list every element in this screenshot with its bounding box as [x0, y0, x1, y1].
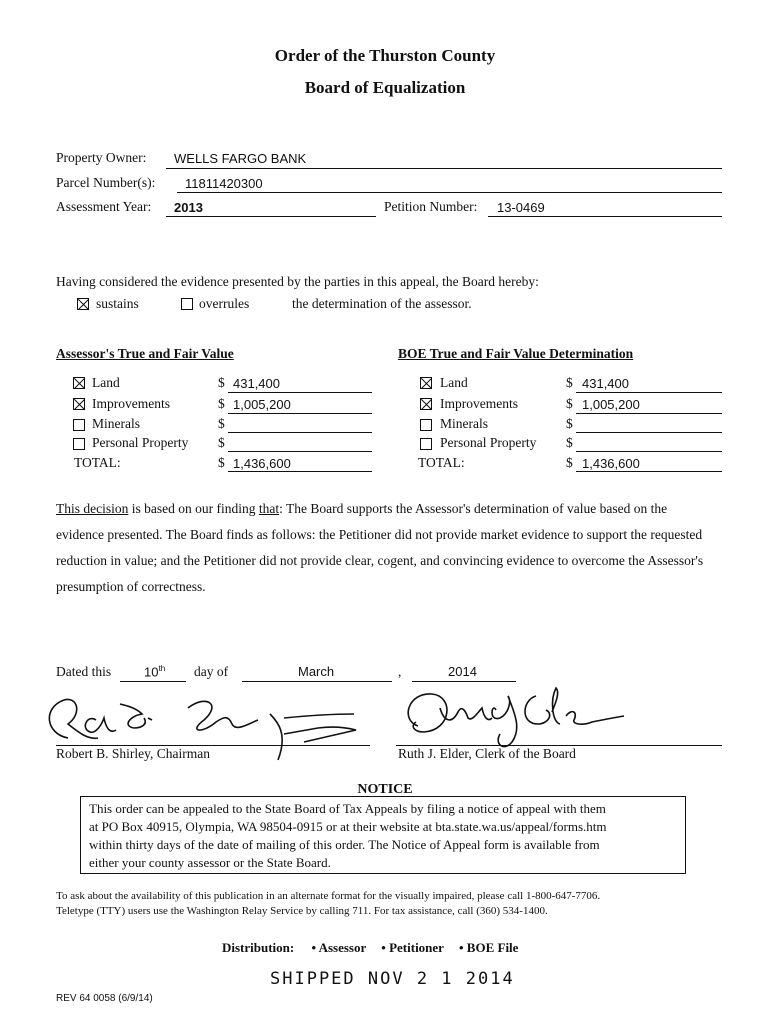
finding-body: : The Board supports the Assessor's determination of value based on the evidence presented. The Board finds as follows: the Petitioner did not provide market evidence to support the requested reduction in value; and the Petitioner did not provide clear, cogent, and convincing evidence to overcome the Assessor's presumption of correctness. — [56, 501, 704, 594]
dated-day-of: day of — [194, 664, 229, 679]
overrules-label: overrules — [199, 296, 250, 311]
assessor-improvements-label: Improvements — [92, 396, 170, 411]
boe-land-value: 431,400 — [582, 376, 629, 391]
bullet-icon: • — [458, 940, 464, 955]
boe-minerals-checkbox[interactable] — [420, 419, 432, 431]
assessor-minerals-currency: $ — [218, 416, 225, 431]
assessor-heading: Assessor's True and Fair Value — [56, 346, 234, 361]
page-title-line1: Order of the Thurston County — [274, 46, 496, 65]
boe-land-label: Land — [440, 375, 468, 390]
assessor-total-currency: $ — [218, 455, 225, 470]
assessor-personal-currency: $ — [218, 435, 225, 450]
distribution-label: Distribution: — [222, 940, 295, 955]
assessor-land-value: 431,400 — [233, 376, 280, 391]
assessor-total-label: TOTAL: — [74, 455, 121, 470]
dated-day — [144, 664, 165, 679]
notice-line-4: either your county assessor or the State Board. — [89, 855, 331, 870]
dated-comma: , — [398, 664, 402, 679]
boe-total-currency: $ — [566, 455, 573, 470]
year-label: Assessment Year: — [56, 199, 152, 214]
assessor-improvements-currency: $ — [218, 396, 225, 411]
boe-improvements-label: Improvements — [440, 396, 518, 411]
boe-minerals-line — [576, 432, 722, 433]
parcel-value: 11811420300 — [185, 176, 263, 191]
distribution-item-assessor: Assessor — [318, 940, 367, 955]
dated-month-line — [242, 681, 392, 682]
boe-minerals-currency: $ — [566, 416, 573, 431]
assessor-land-label: Land — [92, 375, 120, 390]
decision-suffix: the determination of the assessor. — [292, 296, 472, 311]
boe-land-line — [576, 392, 722, 393]
assessor-personal-label: Personal Property — [92, 435, 189, 450]
bullet-icon: • — [381, 940, 386, 955]
dated-prefix: Dated this — [56, 664, 112, 679]
assessor-improvements-checkbox[interactable] — [73, 398, 85, 410]
assessor-personal-line — [228, 451, 372, 452]
boe-total-line — [576, 471, 722, 472]
decision-intro: Having considered the evidence presented by the parties in this appeal, the Board hereby: — [56, 274, 539, 289]
dated-day-suffix: th — [158, 664, 166, 673]
petition-value: 13-0469 — [497, 200, 545, 215]
form-revision: REV 64 0058 (6/9/14) — [56, 993, 153, 1004]
overrules-checkbox[interactable] — [181, 298, 193, 310]
boe-total-label: TOTAL: — [418, 455, 465, 470]
assessor-minerals-line — [228, 432, 372, 433]
notice-line-3: within thirty days of the date of mailing of this order. The Notice of Appeal form is available from — [89, 837, 600, 852]
chairman-name: Robert B. Shirley, Chairman — [56, 746, 210, 761]
boe-heading: BOE True and Fair Value Determination — [398, 346, 634, 361]
boe-improvements-checkbox[interactable] — [420, 398, 432, 410]
boe-personal-line — [576, 451, 722, 452]
dated-day-line — [120, 681, 186, 682]
boe-improvements-currency: $ — [566, 396, 573, 411]
notice-line-2: at PO Box 40915, Olympia, WA 98504-0915 or at their website at bta.state.wa.us/appeal/forms.htm — [89, 819, 607, 834]
bullet-icon: • — [311, 940, 317, 955]
assessor-land-currency: $ — [218, 375, 225, 390]
assessor-land-line — [228, 392, 372, 393]
owner-underline — [166, 168, 722, 169]
parcel-underline — [177, 192, 722, 193]
notice-title: NOTICE — [357, 782, 413, 797]
finding-paragraph — [56, 496, 716, 600]
assessor-improvements-line — [228, 413, 372, 414]
finding-lead-2: is based on our finding — [128, 501, 259, 516]
boe-total-value: 1,436,600 — [582, 456, 640, 471]
boe-improvements-line — [576, 413, 722, 414]
distribution-item-boe-file: BOE File — [466, 940, 519, 955]
petition-underline — [488, 216, 722, 217]
dated-month: March — [298, 664, 335, 679]
owner-label: Property Owner: — [56, 150, 147, 165]
year-underline — [166, 216, 376, 217]
dated-year: 2014 — [448, 664, 477, 679]
boe-land-currency: $ — [566, 375, 573, 390]
petition-label: Petition Number: — [384, 199, 478, 214]
assessor-total-line — [228, 471, 372, 472]
finding-lead-3: that — [258, 501, 280, 516]
accessibility-line-1: To ask about the availability of this publication in an alternate format for the visually impaired, please call 1-800-647-7706. — [56, 890, 601, 902]
assessor-land-checkbox[interactable] — [73, 377, 85, 389]
assessor-minerals-checkbox[interactable] — [73, 419, 85, 431]
sustains-checkbox[interactable] — [77, 298, 89, 310]
assessor-personal-checkbox[interactable] — [73, 438, 85, 450]
boe-personal-checkbox[interactable] — [420, 438, 432, 450]
assessor-total-value: 1,436,600 — [233, 456, 291, 471]
boe-personal-currency: $ — [566, 435, 573, 450]
dated-day-number: 10 — [144, 664, 159, 680]
shipped-stamp: SHIPPED NOV 2 1 2014 — [270, 969, 515, 989]
year-value: 2013 — [174, 200, 203, 215]
boe-improvements-value: 1,005,200 — [582, 397, 640, 412]
assessor-improvements-value: 1,005,200 — [233, 397, 291, 412]
finding-lead-1: This decision — [56, 501, 129, 516]
distribution — [222, 940, 518, 956]
boe-land-checkbox[interactable] — [420, 377, 432, 389]
sustains-label: sustains — [96, 296, 139, 311]
assessor-minerals-label: Minerals — [92, 416, 140, 431]
owner-value: WELLS FARGO BANK — [174, 151, 307, 166]
clerk-name: Ruth J. Elder, Clerk of the Board — [398, 746, 576, 761]
accessibility-line-2: Teletype (TTY) users use the Washington Relay Service by calling 711. For tax assistance, call (360) 534-1400. — [56, 905, 548, 917]
parcel-label: Parcel Number(s): — [56, 175, 156, 190]
boe-minerals-label: Minerals — [440, 416, 488, 431]
distribution-item-petitioner: Petitioner — [389, 940, 444, 955]
page-title-line2: Board of Equalization — [304, 78, 466, 97]
boe-personal-label: Personal Property — [440, 435, 537, 450]
notice-line-1: This order can be appealed to the State Board of Tax Appeals by filing a notice of appeal with them — [89, 801, 606, 816]
